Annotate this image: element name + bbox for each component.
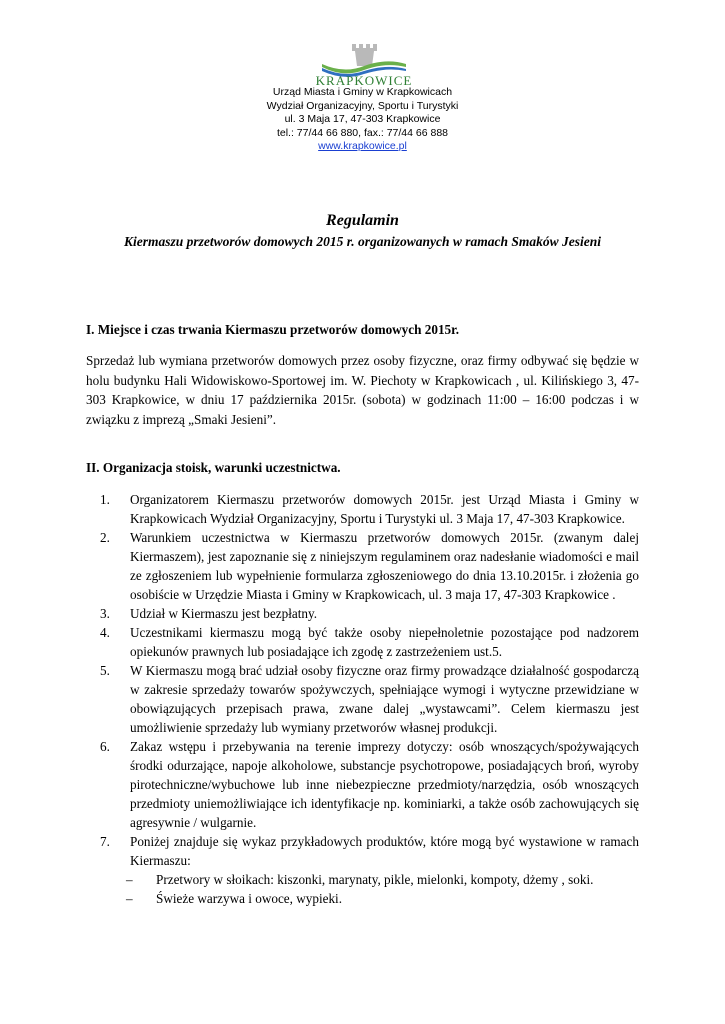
item-number: 3. <box>100 606 110 621</box>
document-title: Regulamin <box>326 212 399 229</box>
item-text: Uczestnikami kiermaszu mogą być także osoby niepełnoletnie pozostające pod nadzorem opiekunów prawnych lub posiadające ich zgodę z zastrzeżeniem ust.5. <box>130 625 639 659</box>
item-text: Zakaz wstępu i przebywania na terenie imprezy dotyczy: osób wnoszących/spożywających środki odurzające, napoje alkoholowe, substancje psychotropowe, posiadających broń, wyroby pirotechniczne/wybuchowe lub inne niebezpieczne przedmioty/narzędzia, osób wnoszących przedmioty uniemożliwiające ich identyfikacje np. kominiarki, a także osób zachowujących się agresywnie / wulgarnie. <box>130 739 639 830</box>
item-number: 6. <box>100 739 110 754</box>
item-text: W Kiermaszu mogą brać udział osoby fizyczne oraz firmy prowadzące działalność gospodarczą w zakresie sprzedaży towarów spożywczych, spełniające wymogi i wytyczne przewidziane w obowiązujących przepisach prawa, zwane dalej „wystawcami”. Celem kiermaszu jest umożliwienie sprzedaży lub wymiany przetworów własnej produkcji. <box>130 663 639 735</box>
list-item <box>100 528 639 604</box>
section-2-heading: II. Organizacja stoisk, warunki uczestnictwa. <box>86 460 341 475</box>
dash-bullet: – <box>126 891 133 906</box>
address: ul. 3 Maja 17, 47-303 Krapkowice <box>284 113 441 126</box>
krapkowice-logo <box>316 40 412 90</box>
list-item <box>100 490 639 528</box>
item-number: 4. <box>100 625 110 640</box>
item-text: Organizatorem Kiermaszu przetworów domowych 2015r. jest Urząd Miasta i Gminy w Krapkowicach Wydział Organizacyjny, Sportu i Turystyki ul. 3 Maja 17, 47-303 Krapkowice. <box>130 492 639 526</box>
document-subtitle: Kiermaszu przetworów domowych 2015 r. organizowanych w ramach Smaków Jesieni <box>123 234 602 249</box>
office-name: Urząd Miasta i Gminy w Krapkowicach <box>272 86 453 98</box>
list-item <box>100 623 639 661</box>
website-link[interactable]: www.krapkowice.pl <box>318 140 407 153</box>
list-item <box>100 832 639 870</box>
item-text: Udział w Kiermaszu jest bezpłatny. <box>130 606 318 621</box>
dash-bullet: – <box>126 872 133 887</box>
logo-text: KRAPKOWICE <box>316 73 412 88</box>
product-subitem <box>100 870 639 889</box>
section-1-heading: I. Miejsce i czas trwania Kiermaszu przetworów domowych 2015r. <box>86 322 460 337</box>
department-name: Wydział Organizacyjny, Sportu i Turystyki <box>266 99 459 112</box>
item-number: 2. <box>100 530 110 545</box>
list-item <box>100 604 639 623</box>
product-subitem <box>100 889 639 908</box>
item-text: Warunkiem uczestnictwa w Kiermaszu przetworów domowych 2015r. (zwanym dalej Kiermaszem), jest zapoznanie się z niniejszym regulaminem oraz nadesłanie wiadomości e mail ze zgłoszeniem lub wypełnienie formularza zgłoszeniowego do dnia 13.10.2015r. i złożenia go osobiście w Urzędzie Miasta i Gminy w Krapkowicach, ul. 3 maja 17, 47-303 Krapkowice . <box>130 530 639 602</box>
list-item <box>100 737 639 832</box>
phone-fax: tel.: 77/44 66 880, fax.: 77/44 66 888 <box>276 126 449 139</box>
item-number: 7. <box>100 834 110 849</box>
rules-list <box>100 490 639 908</box>
section-1-text: Sprzedaż lub wymiana przetworów domowych przez osoby fizyczne, oraz firmy odbywać się będzie w holu budynku Hali Widowiskowo-Sportowej im. W. Piechoty w Krapkowicach , ul. Kilińskiego 3, 47-303 Krapkowice, w dniu 17 października 2015r. (sobota) w godzinach 11:00 – 16:00 podczas i w związku z imprezą „Smaki Jesieni”. <box>86 353 639 427</box>
list-item <box>100 661 639 737</box>
letterhead <box>0 86 725 154</box>
subitem-text: Przetwory w słoikach: kiszonki, marynaty, pikle, mielonki, kompoty, dżemy , soki. <box>156 872 594 887</box>
subitem-text: Świeże warzywa i owoce, wypieki. <box>156 891 343 906</box>
item-text: Poniżej znajduje się wykaz przykładowych produktów, które mogą być wystawione w ramach Kiermaszu: <box>130 834 639 868</box>
item-number: 1. <box>100 492 110 507</box>
item-number: 5. <box>100 663 110 678</box>
